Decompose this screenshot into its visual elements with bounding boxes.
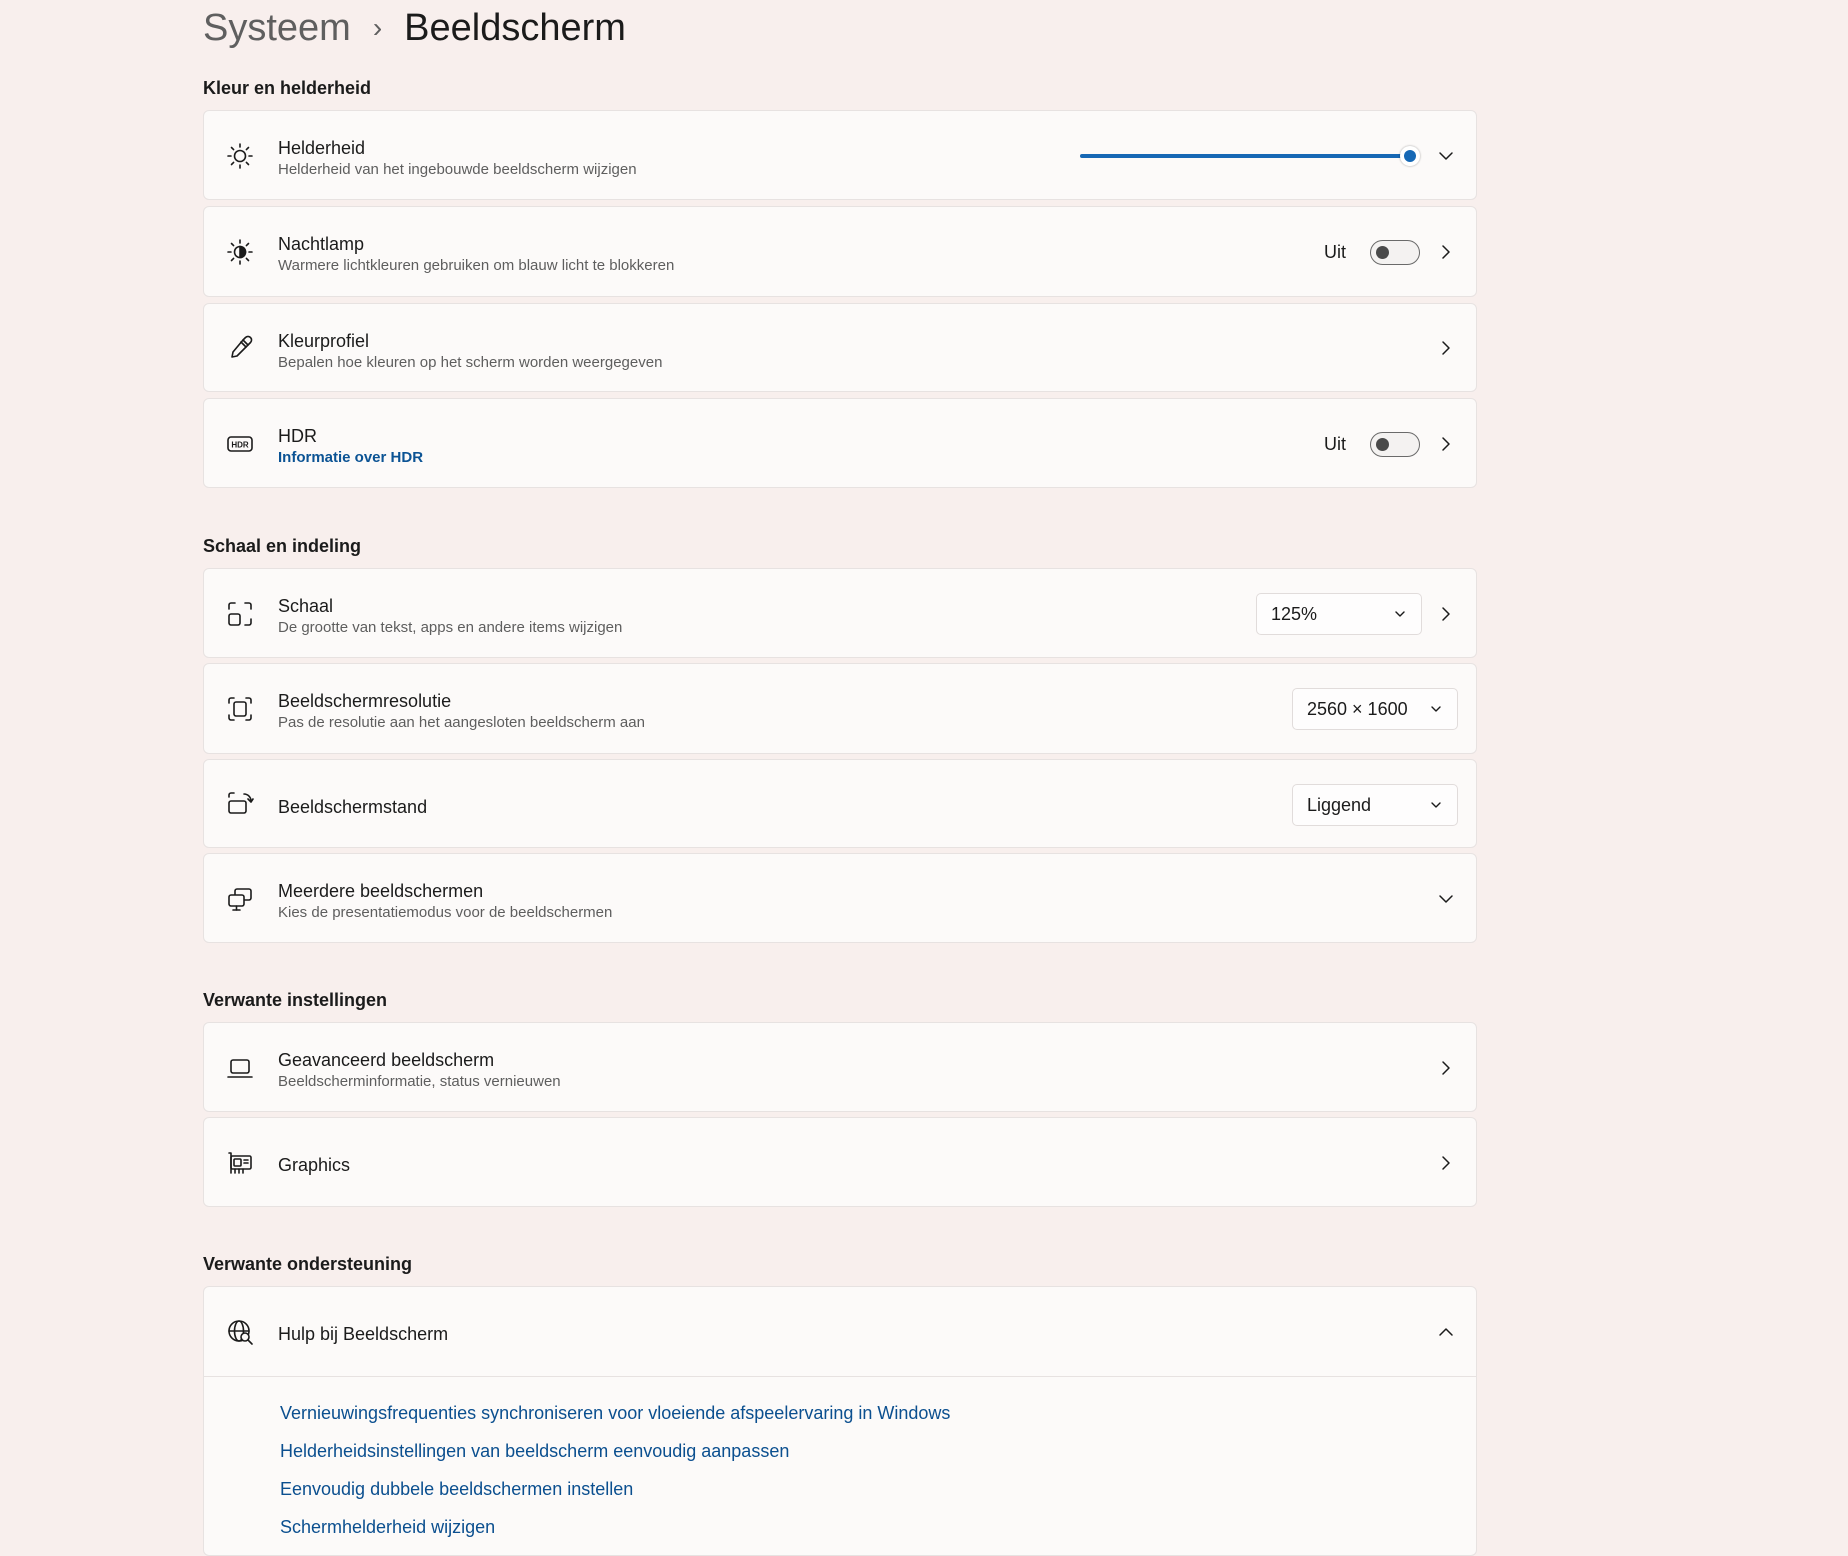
section-title-related-support: Verwante ondersteuning <box>203 1254 413 1274</box>
help-link-brightness-settings[interactable]: Helderheidsinstellingen van beeldscherm eenvoudig aanpassen <box>280 1441 790 1461</box>
breadcrumb-systeem-link[interactable]: Systeem <box>203 6 351 49</box>
color-profile-title: Kleurprofiel <box>278 331 370 351</box>
chevron-down-icon[interactable] <box>1438 891 1454 907</box>
chevron-right-icon[interactable] <box>1438 244 1454 260</box>
help-link-dual-displays[interactable]: Eenvoudig dubbele beeldschermen instellen <box>280 1479 634 1499</box>
scale-subtitle: De grootte van tekst, apps en andere items wijzigen <box>278 619 623 636</box>
resolution-icon <box>226 695 254 723</box>
brightness-subtitle: Helderheid van het ingebouwde beeldscherm wijzigen <box>278 161 637 178</box>
graphics-row[interactable] <box>203 1117 1477 1207</box>
advanced-display-subtitle: Beeldscherminformatie, status vernieuwen <box>278 1073 561 1090</box>
chevron-down-icon <box>1393 607 1407 621</box>
multiple-displays-subtitle: Kies de presentatiemodus voor de beeldschermen <box>278 904 613 921</box>
help-display-title: Hulp bij Beeldscherm <box>278 1324 449 1344</box>
help-link-refresh-rate[interactable]: Vernieuwingsfrequenties synchroniseren voor vloeiende afspeelervaring in Windows <box>280 1403 951 1423</box>
chevron-right-icon[interactable] <box>1438 436 1454 452</box>
nightlight-state-label: Uit <box>1324 242 1346 262</box>
graphics-title: Graphics <box>278 1155 351 1175</box>
hdr-state-label: Uit <box>1324 434 1346 454</box>
hdr-toggle[interactable] <box>1370 432 1420 457</box>
night-light-icon <box>226 238 254 266</box>
section-title-scale: Schaal en indeling <box>203 536 362 556</box>
advanced-display-title: Geavanceerd beeldscherm <box>278 1050 495 1070</box>
orientation-dropdown-value: Liggend <box>1307 795 1372 815</box>
resolution-subtitle: Pas de resolutie aan het aangesloten beeldscherm aan <box>278 714 645 731</box>
nightlight-row[interactable] <box>203 206 1477 297</box>
orientation-dropdown[interactable] <box>1292 784 1458 826</box>
brightness-slider-thumb[interactable] <box>1400 146 1420 166</box>
scale-dropdown-value: 125% <box>1271 604 1318 624</box>
chevron-down-icon <box>1429 798 1443 812</box>
chevron-up-icon[interactable] <box>1438 1324 1454 1340</box>
scale-row[interactable] <box>203 568 1477 658</box>
breadcrumb-separator-icon: › <box>372 12 383 43</box>
graphics-card-icon <box>226 1149 254 1177</box>
nightlight-subtitle: Warmere lichtkleuren gebruiken om blauw licht te blokkeren <box>278 257 675 274</box>
section-title-related-settings: Verwante instellingen <box>203 990 388 1010</box>
brightness-slider-track[interactable] <box>1080 154 1410 158</box>
multiple-displays-title: Meerdere beeldschermen <box>278 881 484 901</box>
resolution-row[interactable] <box>203 663 1477 754</box>
breadcrumb <box>203 2 626 54</box>
chevron-right-icon[interactable] <box>1438 340 1454 356</box>
eyedropper-icon <box>226 334 254 362</box>
color-profile-subtitle: Bepalen hoe kleuren op het scherm worden weergegeven <box>278 354 663 371</box>
orientation-row[interactable] <box>203 759 1477 848</box>
help-display-card <box>203 1286 1477 1556</box>
resolution-dropdown-value: 2560 × 1600 <box>1307 699 1408 719</box>
scale-icon <box>226 600 254 628</box>
chevron-right-icon[interactable] <box>1438 1155 1454 1171</box>
hdr-title: HDR <box>278 426 317 446</box>
help-divider <box>204 1376 1476 1377</box>
chevron-down-icon[interactable] <box>1438 148 1454 164</box>
multiple-displays-row[interactable] <box>203 853 1477 943</box>
orientation-title: Beeldschermstand <box>278 797 428 817</box>
chevron-down-icon <box>1429 702 1443 716</box>
chevron-right-icon[interactable] <box>1438 606 1454 622</box>
page-title: Beeldscherm <box>404 6 626 49</box>
advanced-display-row[interactable] <box>203 1022 1477 1112</box>
multiple-displays-icon <box>226 885 254 913</box>
brightness-title: Helderheid <box>278 138 366 158</box>
resolution-title: Beeldschermresolutie <box>278 691 452 711</box>
sun-icon <box>226 142 254 170</box>
laptop-icon <box>226 1054 254 1082</box>
scale-dropdown[interactable] <box>1256 593 1422 635</box>
nightlight-title: Nachtlamp <box>278 234 365 254</box>
svg-text:HDR: HDR <box>231 440 249 450</box>
color-profile-row[interactable] <box>203 303 1477 392</box>
section-title-color: Kleur en helderheid <box>203 78 372 98</box>
resolution-dropdown[interactable] <box>1292 688 1458 730</box>
brightness-row[interactable] <box>203 110 1477 200</box>
hdr-info-link[interactable]: Informatie over HDR <box>278 449 424 466</box>
scale-title: Schaal <box>278 596 334 616</box>
help-display-header[interactable] <box>204 1287 1476 1377</box>
hdr-icon <box>226 430 254 458</box>
hdr-row[interactable] <box>203 398 1477 488</box>
chevron-right-icon[interactable] <box>1438 1060 1454 1076</box>
nightlight-toggle[interactable] <box>1370 240 1420 265</box>
help-link-change-brightness[interactable]: Schermhelderheid wijzigen <box>280 1517 496 1537</box>
rotate-screen-icon <box>226 790 254 818</box>
globe-search-icon <box>226 1318 254 1346</box>
